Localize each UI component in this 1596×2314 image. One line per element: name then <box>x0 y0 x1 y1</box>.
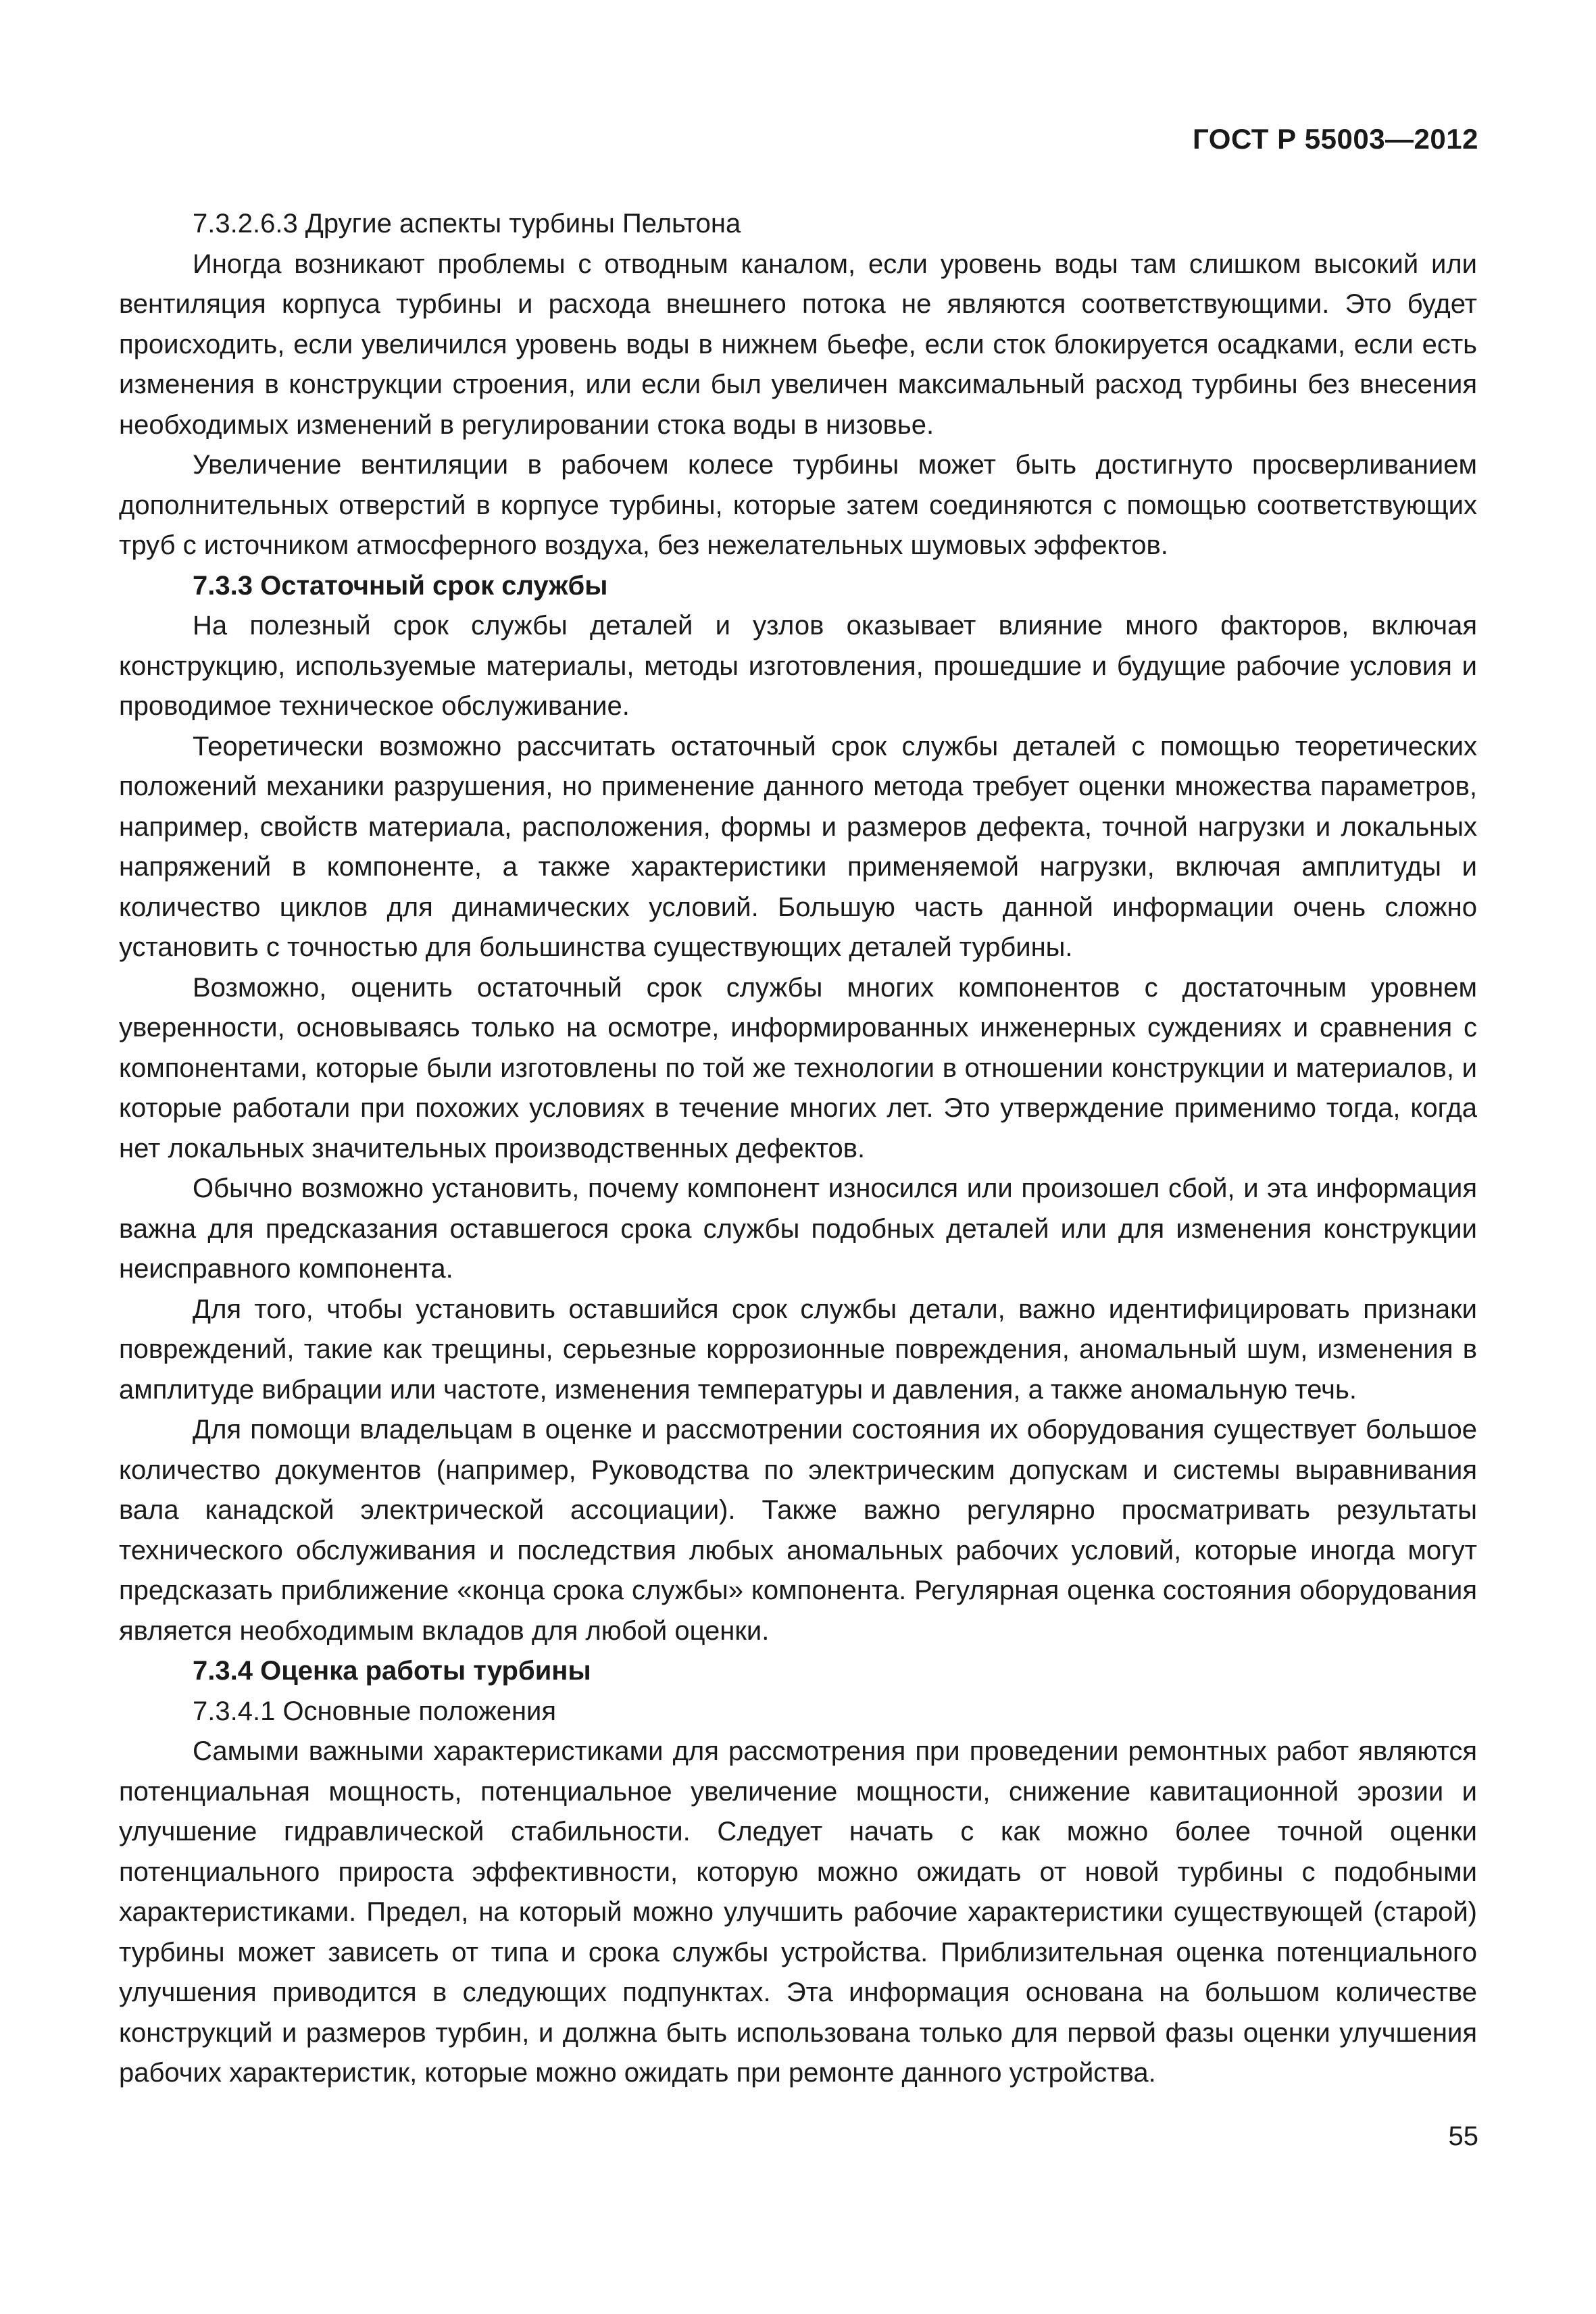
paragraph: Обычно возможно установить, почему компонент износился или произошел сбой, и эта информация важна для предсказания оставшегося срока службы подобных деталей или для изменения конструкции неисправного компонента. <box>119 1174 1477 1284</box>
section-heading-7-3-2-6-3: 7.3.2.6.3 Другие аспекты турбины Пельтона <box>193 209 741 238</box>
paragraph: Возможно, оценить остаточный срок службы многих компонентов с достаточным уровнем уверенности, основываясь только на осмотре, информированных инженерных суждениях и сравнения с компонентами, которые были изготовлены по той же технологии в отношении конструкции и материалов, и которые работали при похожих условиях в течение многих лет. Это утверждение применимо тогда, когда нет локальных значительных производственных дефектов. <box>119 972 1477 1163</box>
document-standard-id: ГОСТ Р 55003—2012 <box>1193 123 1478 155</box>
paragraph: Для помощи владельцам в оценке и рассмотрении состояния их оборудования существует большое количество документов (например, Руководства по электрическим допускам и системы выравнивания вала канадской электрической ассоциации). Также важно регулярно просматривать результаты технического обслуживания и последствия любых аномальных рабочих условий, которые иногда могут предсказать приближение «конца срока службы» компонента. Регулярная оценка состояния оборудования является необходимым вкладов для любой оценки. <box>119 1415 1477 1646</box>
paragraph: Иногда возникают проблемы с отводным каналом, если уровень воды там слишком высокий или вентиляция корпуса турбины и расхода внешнего потока не являются соответствующими. Это будет происходить, если увеличился уровень воды в нижнем бьефе, если сток блокируется осадками, если есть изменения в конструкции строения, или если был увеличен максимальный расход турбины без внесения необходимых изменений в регулировании стока воды в низовье. <box>119 249 1477 440</box>
section-heading-7-3-4: 7.3.4 Оценка работы турбины <box>193 1656 591 1686</box>
section-heading-7-3-3: 7.3.3 Остаточный срок службы <box>193 570 608 601</box>
paragraph: На полезный срок службы деталей и узлов оказывает влияние много факторов, включая конструкцию, используемые материалы, методы изготовления, прошедшие и будущие рабочие условия и проводимое техническое обслуживание. <box>119 611 1477 721</box>
page-number: 55 <box>1448 2121 1478 2151</box>
paragraph: Самыми важными характеристиками для рассмотрения при проведении ремонтных работ являются потенциальная мощность, потенциальное увеличение мощности, снижение кавитационной эрозии и улучшение гидравлической стабильности. Следует начать с как можно более точной оценки потенциального прироста эффективности, которую можно ожидать от новой турбины с подобными характеристиками. Предел, на который можно улучшить рабочие характеристики существующей (старой) турбины может зависеть от типа и срока службы устройства. Приблизительная оценка потенциального улучшения приводится в следующих подпунктах. Эта информация основана на большом количестве конструкций и размеров турбин, и должна быть использована только для первой фазы оценки улучшения рабочих характеристик, которые можно ожидать при ремонте данного устройства. <box>119 1736 1477 2088</box>
document-body <box>119 204 1477 2094</box>
paragraph: Увеличение вентиляции в рабочем колесе турбины может быть достигнуто просверливанием дополнительных отверстий в корпусе турбины, которые затем соединяются с помощью соответствующих труб с источником атмосферного воздуха, без нежелательных шумовых эффектов. <box>119 450 1477 560</box>
paragraph: Для того, чтобы установить оставшийся срок службы детали, важно идентифицировать признаки повреждений, такие как трещины, серьезные коррозионные повреждения, аномальный шум, изменения в амплитуде вибрации или частоте, изменения температуры и давления, а также аномальную течь. <box>119 1294 1477 1405</box>
paragraph: Теоретически возможно рассчитать остаточный срок службы деталей с помощью теоретических положений механики разрушения, но применение данного метода требует оценки множества параметров, например, свойств материала, расположения, формы и размеров дефекта, точной нагрузки и локальных напряжений в компоненте, а также характеристики применяемой нагрузки, включая амплитуды и количество циклов для динамических условий. Большую часть данной информации очень сложно установить с точностью для большинства существующих деталей турбины. <box>119 731 1477 962</box>
section-heading-7-3-4-1: 7.3.4.1 Основные положения <box>193 1696 557 1726</box>
